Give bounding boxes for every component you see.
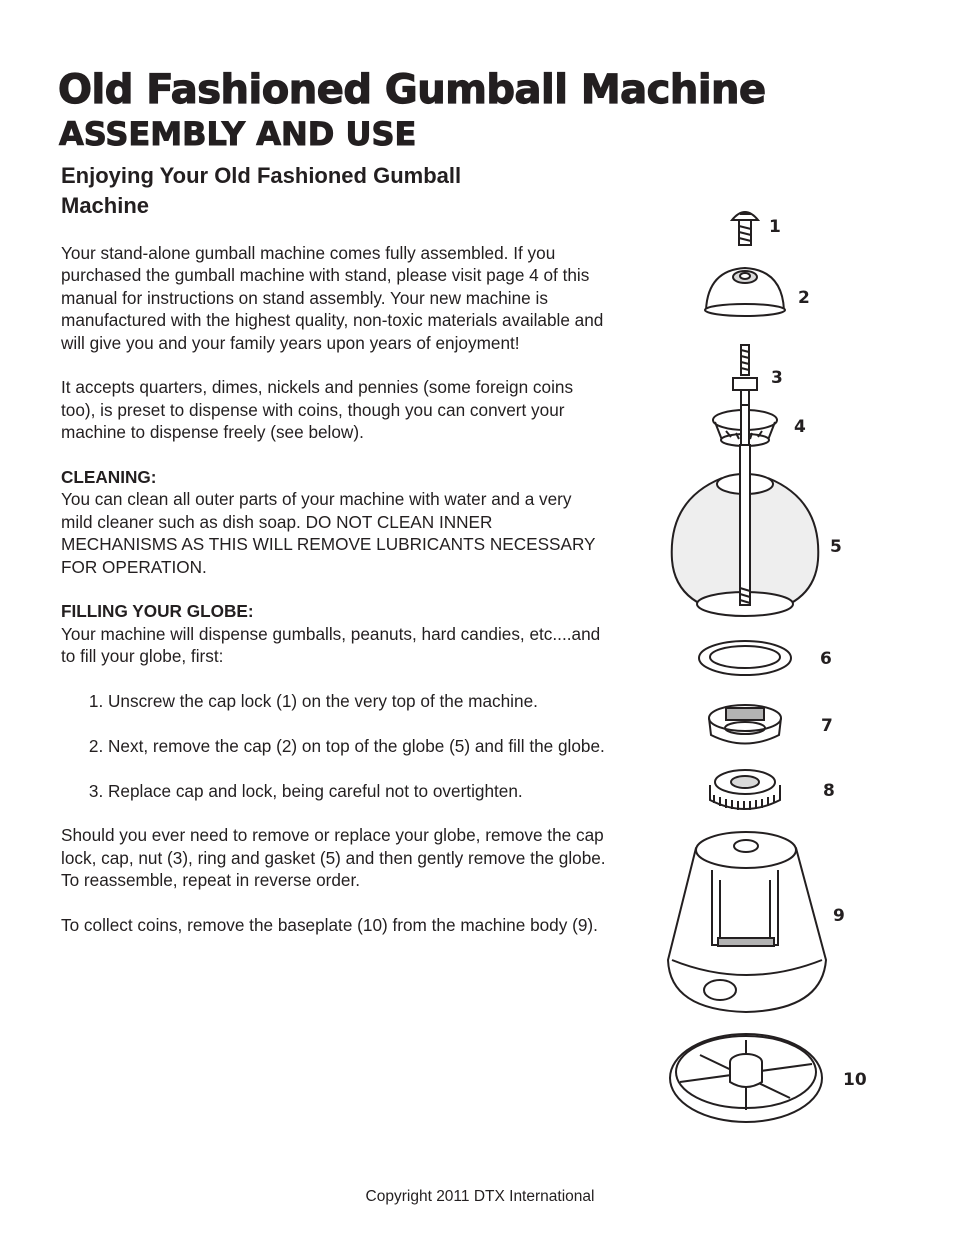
cap-lock-part (732, 212, 758, 245)
body-part (668, 832, 826, 1012)
part-label: 3 (771, 368, 783, 388)
intro-paragraph-2: It accepts quarters, dimes, nickels and pennies (some foreign coins too), is preset to dispense with coins, though you can convert your machine to dispense freely (see below). (61, 377, 574, 443)
baseplate-part (670, 1034, 822, 1122)
part-label: 2 (798, 288, 810, 308)
collect-coins-paragraph: To collect coins, remove the baseplate (10) from the machine body (9). (61, 915, 598, 936)
cap-part (705, 268, 785, 316)
nut-part (733, 345, 757, 406)
coin-wheel-part (710, 770, 780, 810)
part-label: 7 (821, 716, 833, 736)
cleaning-text: You can clean all outer parts of your machine with water and a very mild cleaner such as dish soap. DO NOT CLEAN INNER MECHANISMS AS THIS WILL REMOVE LUBRICANTS NECESSARY FOR OPERATION. (61, 489, 596, 577)
part-label: 9 (833, 906, 845, 926)
part-label: 10 (843, 1070, 867, 1090)
globe-part (672, 445, 819, 616)
page-title: Old Fashioned Gumball Machine (58, 67, 766, 113)
copyright-footer (0, 1188, 954, 1206)
filling-heading: FILLING YOUR GLOBE: (61, 601, 254, 622)
ring-part (713, 405, 777, 446)
part-label: 1 (769, 217, 781, 237)
filling-step: 3. Replace cap and lock, being careful not to overtighten. (108, 780, 606, 802)
instructions-body (61, 242, 606, 959)
page-subtitle: ASSEMBLY AND USE (59, 115, 417, 153)
insert-part (709, 705, 781, 744)
part-label: 8 (823, 781, 835, 801)
cleaning-heading: CLEANING: (61, 467, 157, 488)
filling-text: Your machine will dispense gumballs, peanuts, hard candies, etc....and to fill your globe, first: (61, 623, 601, 667)
section-title: Enjoying Your Old Fashioned Gumball Machine (61, 163, 462, 218)
part-label: 6 (820, 649, 832, 669)
gasket-part (699, 641, 791, 675)
part-label: 4 (794, 417, 806, 437)
exploded-parts-diagram (640, 195, 890, 1145)
filling-step: 2. Next, remove the cap (2) on top of the globe (5) and fill the globe. (108, 735, 606, 757)
remove-globe-paragraph: Should you ever need to remove or replace your globe, remove the cap lock, cap, nut (3), ring and gasket (5) and then gently remove the globe. To reassemble, repeat in reverse order. (61, 825, 606, 891)
filling-step: 1. Unscrew the cap lock (1) on the very top of the machine. (108, 690, 606, 712)
copyright-text: Copyright 2011 DTX International (365, 1188, 595, 1205)
part-label: 5 (830, 537, 842, 557)
filling-steps (61, 690, 606, 802)
intro-paragraph-1: Your stand-alone gumball machine comes fully assembled. If you purchased the gumball machine with stand, please visit page 4 of this manual for instructions on stand assembly. Your new machine is manufactured with the highest quality, non-toxic materials available and will give you and your family years upon years of enjoyment! (61, 243, 604, 353)
